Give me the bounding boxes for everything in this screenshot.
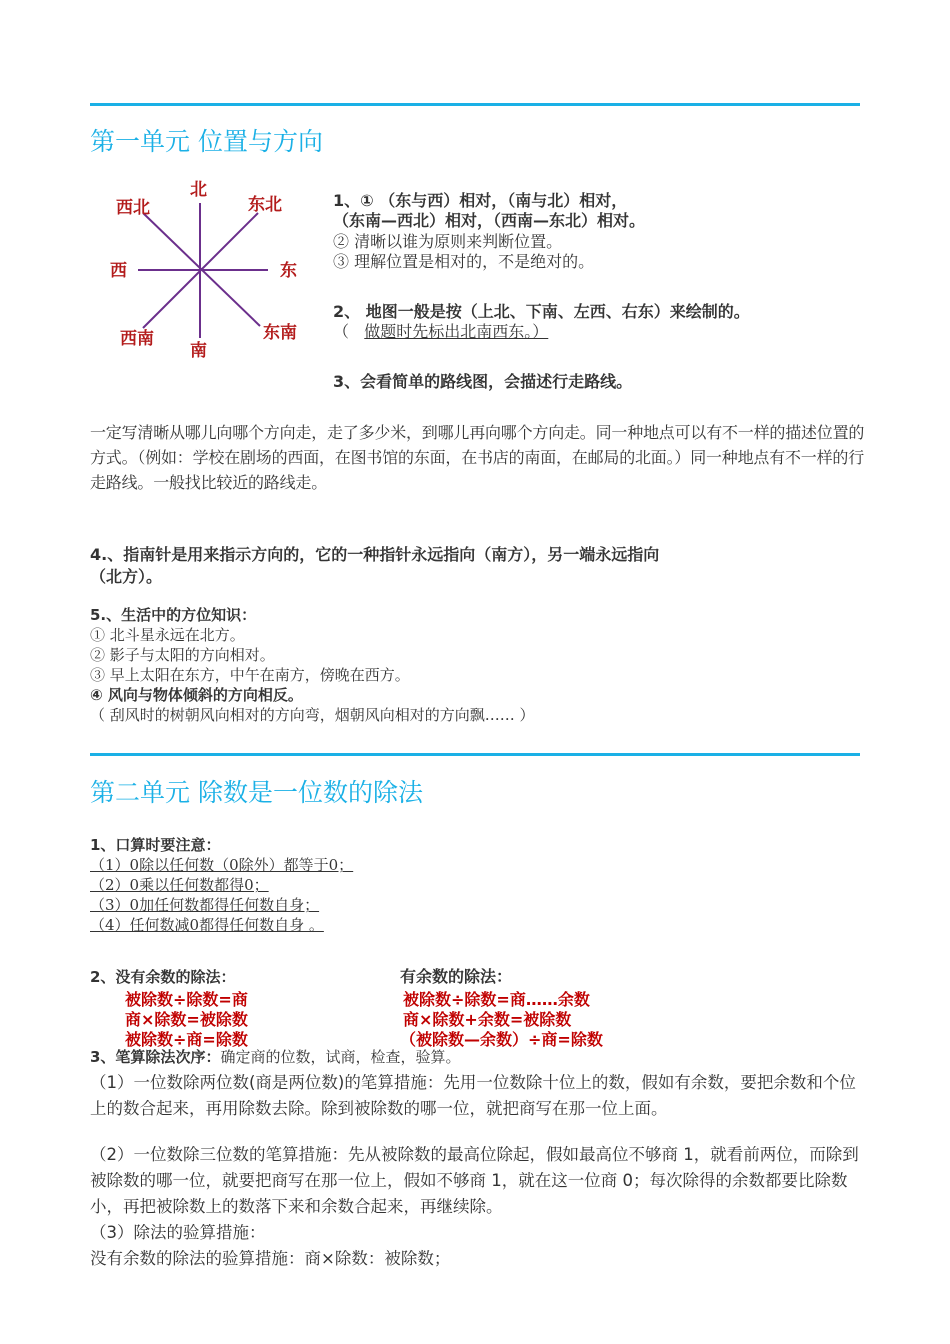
section3-title-bold: 3、笔算除法次序： xyxy=(90,1048,221,1066)
section1-item-1: （1）0除以任何数（0除外）都等于0； xyxy=(90,856,354,874)
point2-underlined: 做题时先标出北南西东。） xyxy=(364,322,549,341)
section3-para-3: （3）除法的验算措施： xyxy=(90,1223,266,1242)
section3-title xyxy=(90,1047,460,1067)
point5-title: 5.、生活中的方位知识： xyxy=(90,606,257,624)
section2-title-left: 2、没有余数的除法： xyxy=(90,968,236,986)
right-formula-1: 被除数÷除数=商……余数 xyxy=(403,990,590,1009)
compass-diagram xyxy=(108,178,308,358)
section3-para-4: 没有余数的除法的验算措施：商×除数：被除数； xyxy=(90,1249,451,1268)
compass-label-w: 西 xyxy=(110,261,127,281)
point5-item-4: ④ 风向与物体倾斜的方向相反。 xyxy=(90,686,303,704)
point4-line1: 4.、指南针是用来指示方向的，它的一种指针永远指向（南方），另一端永远指向 xyxy=(90,545,660,564)
point5-item-3: ③ 早上太阳在东方，中午在南方，傍晚在西方。 xyxy=(90,666,410,684)
left-formula-2: 商×除数=被除数 xyxy=(125,1010,248,1029)
compass-label-s: 南 xyxy=(190,341,207,358)
point2-line1: 2、 地图一般是按（上北、下南、左西、右东）来绘制的。 xyxy=(333,302,750,321)
section3-title-rest: 确定商的位数，试商，检查，验算。 xyxy=(220,1048,461,1066)
point3-title: 3、会看简单的路线图，会描述行走路线。 xyxy=(333,372,633,391)
compass-label-sw: 西南 xyxy=(120,329,154,349)
section3-para-2: （2）一位数除三位数的笔算措施：先从被除数的最高位除起，假如最高位不够商 1，就看前两位，而除到被除数的哪一位，就要把商写在那一位上，假如不够商 1，就在这一位商 0；每次除得的余数都要比除数小，再把被除数上的数落下来和余数合起来，再继续除。 xyxy=(90,1145,859,1216)
route-description: 一定写清晰从哪儿向哪个方向走，走了多少米，到哪儿再向哪个方向走。同一种地点可以有不一样的描述位置的方式。（例如：学校在剧场的西面，在图书馆的东面，在书店的南面，在邮局的北面。）同一种地点有不一样的行走路线。一般找比较近的路线走。 xyxy=(90,423,865,492)
section-divider-middle xyxy=(90,753,860,756)
left-formula-1: 被除数÷除数=商 xyxy=(125,990,248,1009)
compass-label-se: 东南 xyxy=(263,323,297,343)
unit1-heading: 第一单元 位置与方向 xyxy=(90,127,323,156)
section1-item-4: （4）任何数减0都得任何数自身 。 xyxy=(90,916,324,934)
compass-label-ne: 东北 xyxy=(248,195,282,215)
point1-line1: 1、① （东与西）相对，（南与北）相对， xyxy=(333,191,628,210)
section-divider-top xyxy=(90,103,860,106)
point5-item-5: （ 刮风时的树朝风向相对的方向弯，烟朝风向相对的方向飘…… ） xyxy=(90,706,535,724)
point5-item-2: ② 影子与太阳的方向相对。 xyxy=(90,646,275,664)
right-formula-2: 商×除数+余数=被除数 xyxy=(403,1010,572,1029)
point2-line2 xyxy=(333,322,548,342)
point1-line2: （东南—西北）相对，（西南—东北）相对。 xyxy=(333,211,646,230)
unit2-heading: 第二单元 除数是一位数的除法 xyxy=(90,778,423,807)
section1-title: 1、口算时要注意： xyxy=(90,836,221,854)
compass-label-nw: 西北 xyxy=(116,198,150,218)
right-formula-3: （被除数—余数）÷商=除数 xyxy=(400,1030,603,1049)
point1-line3: ② 清晰以谁为原则来判断位置。 xyxy=(333,232,563,251)
section2-title-right: 有余数的除法： xyxy=(400,967,513,986)
section3-para-1: （1）一位数除两位数(商是两位数)的笔算措施：先用一位数除十位上的数，假如有余数，要把余数和个位上的数合起来，再用除数去除。除到被除数的哪一位，就把商写在那一位上面。 xyxy=(90,1073,856,1118)
compass-label-e: 东 xyxy=(280,261,297,281)
point5-item-1: ① 北斗星永远在北方。 xyxy=(90,626,245,644)
compass-label-n: 北 xyxy=(190,180,207,200)
point4-line2: （北方）。 xyxy=(90,567,163,586)
section1-item-2: （2）0乘以任何数都得0； xyxy=(90,876,269,894)
point1-line4: ③ 理解位置是相对的，不是绝对的。 xyxy=(333,252,595,271)
section1-item-3: （3）0加任何数都得任何数自身； xyxy=(90,896,320,914)
point2-prefix: （ xyxy=(333,322,365,341)
left-formula-3: 被除数÷商=除数 xyxy=(125,1030,248,1049)
